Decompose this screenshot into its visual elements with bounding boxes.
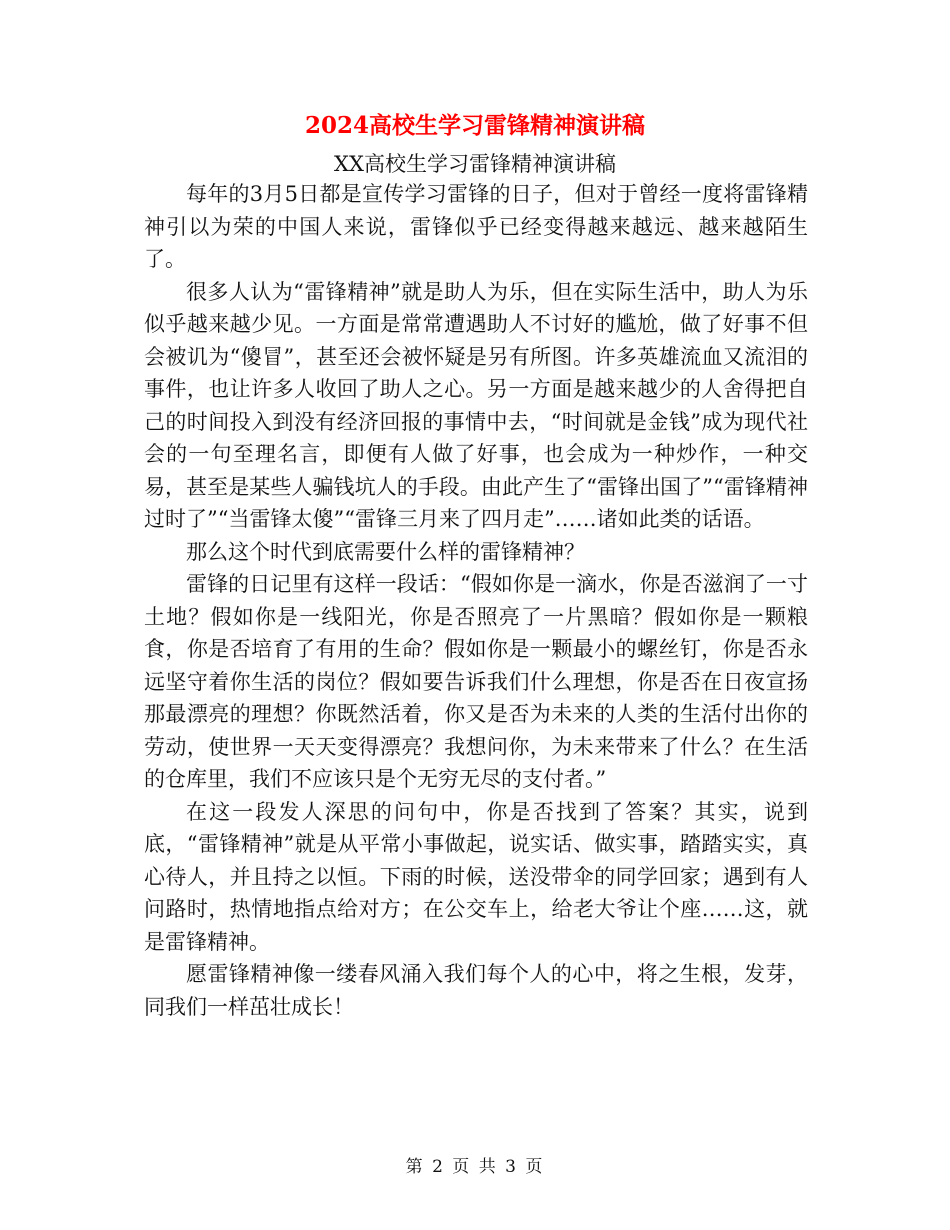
page-number-footer: 第 2 页 共 3 页 — [405, 1157, 545, 1177]
paragraph-1: 每年的3月5日都是宣传学习雷锋的日子，但对于曾经一度将雷锋精神引以为荣的中国人来说，雷锋似乎已经变得越来越远、越来越陌生了。 — [144, 182, 808, 271]
document-title: 2024高校生学习雷锋精神演讲稿 — [304, 112, 645, 139]
paragraph-4: 雷锋的日记里有这样一段话：“假如你是一滴水，你是否滋润了一寸土地？假如你是一线阳光，你是否照亮了一片黑暗？假如你是一颗粮食，你是否培育了有用的生命？假如你是一颗最小的螺丝钉，你是否永远坚守着你生活的岗位？假如要告诉我们什么理想，你是否在日夜宣扬那最漂亮的理想？你既然活着，你又是否为未来的人类的生活付出你的劳动，使世界一天天变得漂亮？我想问你，为未来带来了什么？在生活的仓库里，我们不应该只是个无穷无尽的支付者。” — [144, 572, 808, 791]
document-body — [144, 178, 808, 1023]
document-subtitle: XX高校生学习雷锋精神演讲稿 — [334, 152, 616, 176]
paragraph-2: 很多人认为“雷锋精神”就是助人为乐，但在实际生活中，助人为乐似乎越来越少见。一方面是常常遭遇助人不讨好的尴尬，做了好事不但会被讥为“傻冒”，甚至还会被怀疑是另有所图。许多英雄流血又流泪的事件，也让许多人收回了助人之心。另一方面是越来越少的人舍得把自己的时间投入到没有经济回报的事情中去，“时间就是金钱”成为现代社会的一句至理名言，即便有人做了好事，也会成为一种炒作，一种交易，甚至是某些人骗钱坑人的手段。由此产生了“雷锋出国了”“雷锋精神过时了”“当雷锋太傻”“雷锋三月来了四月走”……诸如此类的话语。 — [144, 279, 808, 531]
paragraph-5: 在这一段发人深思的问句中，你是否找到了答案？其实，说到底，“雷锋精神”就是从平常小事做起，说实话、做实事，踏踏实实，真心待人，并且持之以恒。下雨的时候，送没带伞的同学回家；遇到有人问路时，热情地指点给对方；在公交车上，给老大爷让个座……这，就是雷锋精神。 — [144, 799, 808, 954]
paragraph-6: 愿雷锋精神像一缕春风涌入我们每个人的心中，将之生根，发芽，同我们一样茁壮成长！ — [144, 962, 808, 1019]
paragraph-3: 那么这个时代到底需要什么样的雷锋精神？ — [186, 539, 585, 564]
